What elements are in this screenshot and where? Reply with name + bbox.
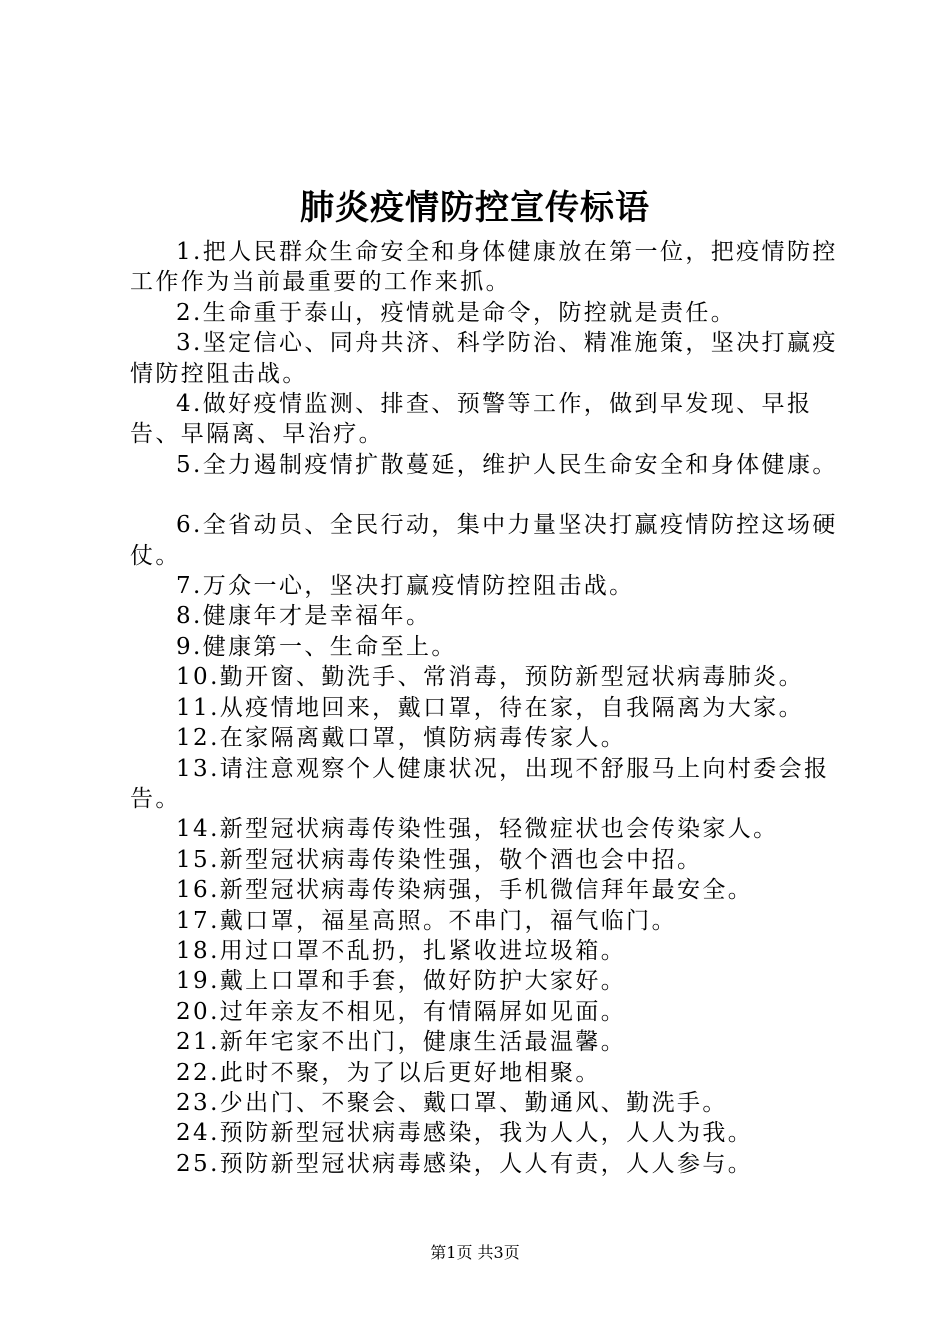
slogan-item: 25.预防新型冠状病毒感染，人人有责，人人参与。 bbox=[176, 1150, 754, 1177]
page-indicator: 第1页 共3页 bbox=[430, 1243, 520, 1262]
slogan-item: 10.勤开窗、勤洗手、常消毒，预防新型冠状病毒肺炎。 bbox=[176, 664, 804, 691]
slogan-item: 5.全力遏制疫情扩散蔓延，维护人民生命安全和身体健康。 bbox=[176, 451, 838, 478]
slogan-item: 16.新型冠状病毒传染病强，手机微信拜年最安全。 bbox=[176, 877, 754, 904]
slogan-item: 21.新年宅家不出门，健康生活最温馨。 bbox=[176, 1029, 627, 1056]
slogan-item: 12.在家隔离戴口罩，慎防病毒传家人。 bbox=[176, 725, 627, 752]
slogan-item: 22.此时不聚，为了以后更好地相聚。 bbox=[176, 1059, 601, 1086]
slogan-item: 3.坚定信心、同舟共济、科学防治、精准施策，坚决打赢疫情防控阻击战。 bbox=[130, 330, 838, 387]
slogan-item: 1.把人民群众生命安全和身体健康放在第一位，把疫情防控工作作为当前最重要的工作来抓。 bbox=[130, 239, 838, 296]
slogan-item: 6.全省动员、全民行动，集中力量坚决打赢疫情防控这场硬仗。 bbox=[130, 512, 838, 569]
slogan-item: 7.万众一心，坚决打赢疫情防控阻击战。 bbox=[176, 573, 635, 600]
slogan-item: 23.少出门、不聚会、戴口罩、勤通风、勤洗手。 bbox=[176, 1089, 728, 1116]
slogan-item: 14.新型冠状病毒传染性强，轻微症状也会传染家人。 bbox=[176, 816, 779, 843]
slogan-item: 13.请注意观察个人健康状况，出现不舒服马上向村委会报告。 bbox=[130, 755, 830, 812]
slogan-item: 18.用过口罩不乱扔，扎紧收进垃圾箱。 bbox=[176, 937, 627, 964]
slogan-item: 9.健康第一、生命至上。 bbox=[176, 633, 457, 660]
slogan-item: 4.做好疫情监测、排查、预警等工作，做到早发现、早报告、早隔离、早治疗。 bbox=[130, 391, 813, 448]
slogan-item: 15.新型冠状病毒传染性强，敬个酒也会中招。 bbox=[176, 846, 703, 873]
document-title: 肺炎疫情防控宣传标语 bbox=[300, 188, 650, 228]
slogan-item: 20.过年亲友不相见，有情隔屏如见面。 bbox=[176, 998, 627, 1025]
slogan-item: 17.戴口罩，福星高照。不串门，福气临门。 bbox=[176, 907, 677, 934]
slogan-item: 2.生命重于泰山，疫情就是命令，防控就是责任。 bbox=[176, 299, 737, 326]
slogan-item: 11.从疫情地回来，戴口罩，待在家，自我隔离为大家。 bbox=[176, 694, 804, 721]
slogan-item: 8.健康年才是幸福年。 bbox=[176, 603, 432, 630]
slogan-list bbox=[130, 237, 855, 1179]
slogan-item: 19.戴上口罩和手套，做好防护大家好。 bbox=[176, 968, 627, 995]
slogan-item: 24.预防新型冠状病毒感染，我为人人，人人为我。 bbox=[176, 1120, 754, 1147]
